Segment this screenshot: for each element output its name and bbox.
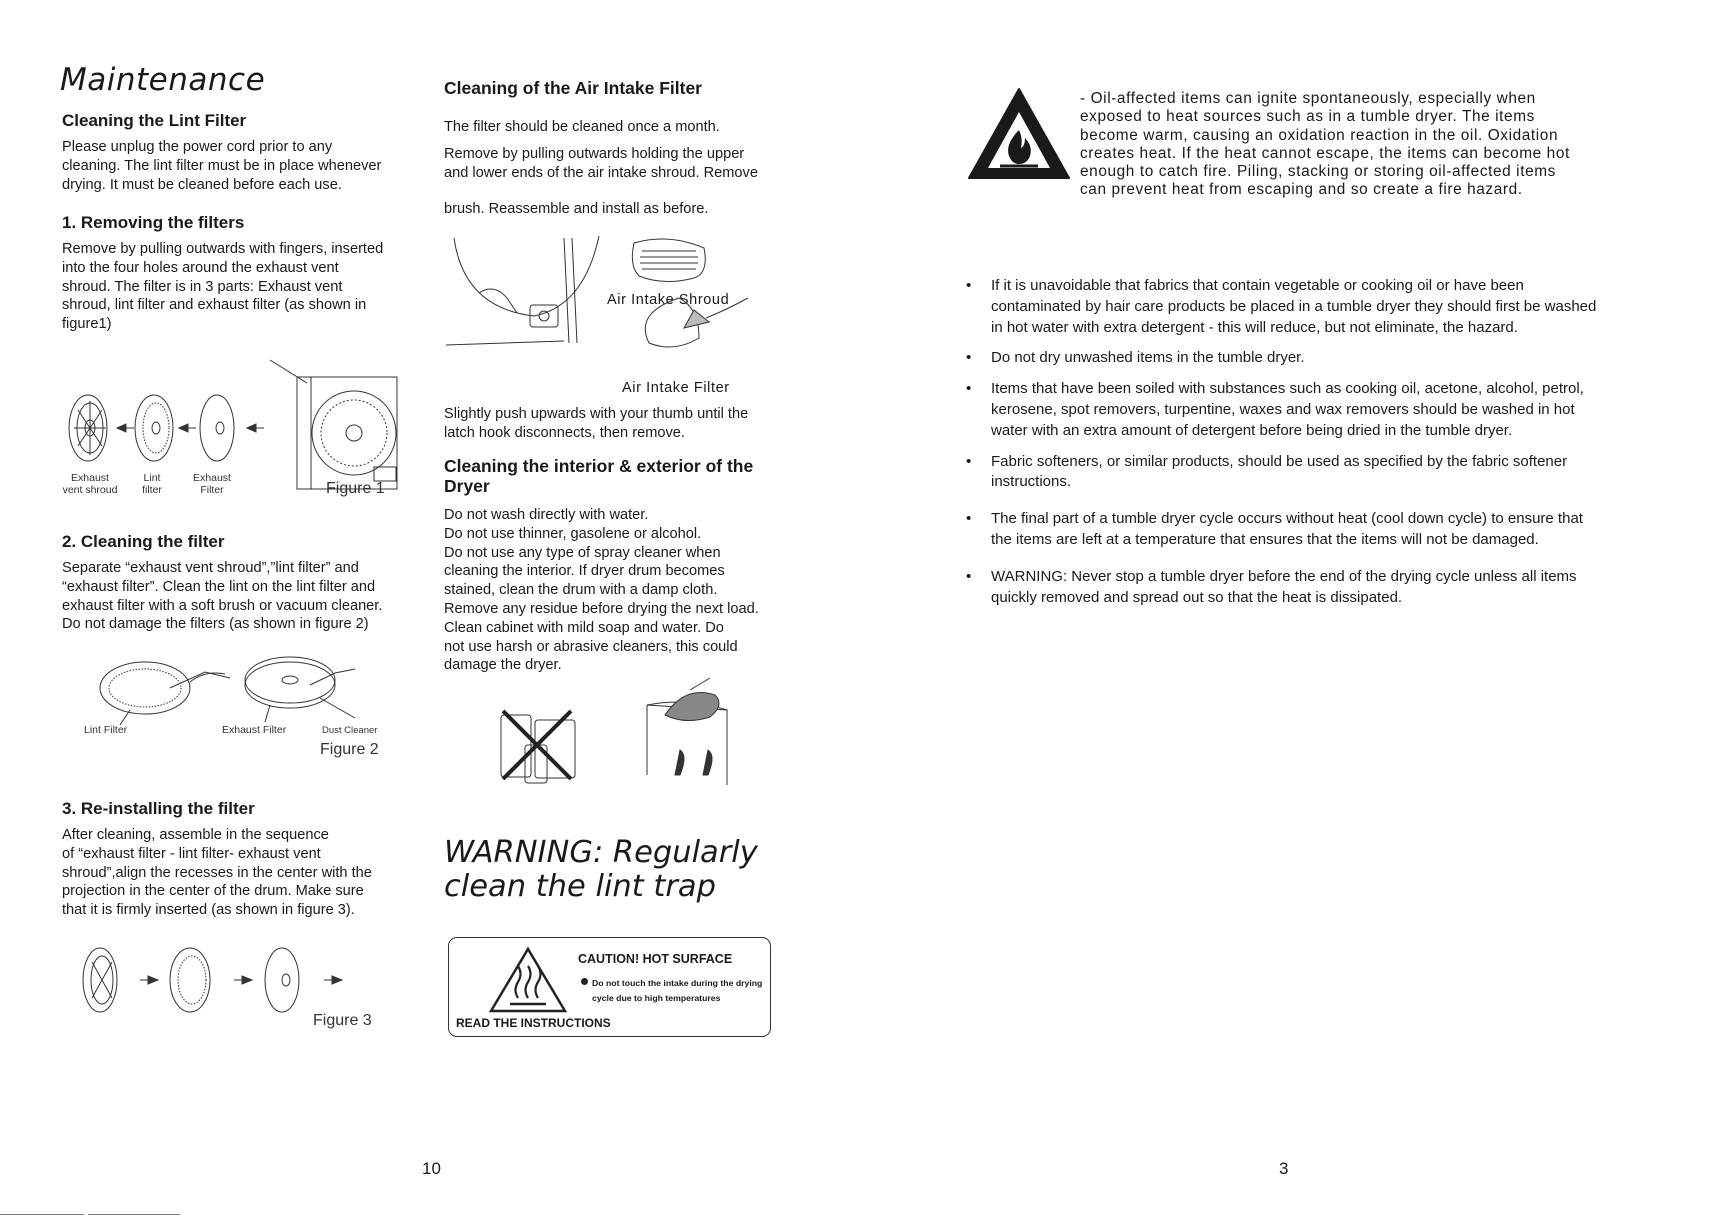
caption-exhaust-vent-shroud: Exhaust vent shroud <box>62 472 118 496</box>
air-intake-text-2: Remove by pulling outwards holding the upper and lower ends of the air intake shroud. Remove <box>444 146 758 181</box>
list-item: • WARNING: Never stop a tumble dryer before the end of the drying cycle unless all items quickly removed and spread out so that the heat is dissipated. <box>966 567 1606 609</box>
air-intake-heading: Cleaning of the Air Intake Filter <box>444 78 702 98</box>
caption-lint-filter-2: Lint Filter <box>84 724 128 736</box>
lint-filter-heading: Cleaning the Lint Filter <box>62 111 247 130</box>
caption-air-intake-filter: Air Intake Filter <box>622 380 730 396</box>
hot-surface-warning-icon <box>488 946 568 1014</box>
bottom-rule <box>88 1214 180 1215</box>
warning-lint-trap: WARNING: Regularly clean the lint trap <box>444 835 758 904</box>
removing-filters-heading: 1. Removing the filters <box>62 213 245 232</box>
page-number-right: 3 <box>1279 1159 1289 1178</box>
page-title: Maintenance <box>60 62 266 98</box>
cleaning-illustration <box>495 675 745 785</box>
removing-filters-text: Remove by pulling outwards with fingers, inserted into the four holes around the exhaust vent shroud. The filter is in 3 parts: Exhaust vent shroud, lint filter and exhaust filter (as shown in figure1) <box>62 241 384 333</box>
figure-1-label: Figure 1 <box>326 480 385 497</box>
caution-text: Do not touch the intake during the drying cycle due to high temperatures <box>592 978 763 1003</box>
list-item: • If it is unavoidable that fabrics that contain vegetable or cooking oil or have been contaminated by hair care products be placed in a tumble dryer they should first be washed in hot water with extra detergent - this will reduce, but not eliminate, the hazard. <box>966 276 1606 338</box>
caption-air-intake-shroud: Air Intake Shroud <box>607 292 730 308</box>
oil-warning-text: - Oil-affected items can ignite spontaneously, especially when exposed to heat sources such as in a tumble dryer. The items become warm, causing an oxidation reaction in the oil. Oxidation creates heat. If the heat cannot escape, the items can become hot enough to catch fire. Piling, stacking or storing oil-affected items can prevent heat from escaping and so create a fire hazard. <box>1080 90 1570 199</box>
figure-2-label: Figure 2 <box>320 741 379 758</box>
reinstalling-heading: 3. Re-installing the filter <box>62 799 255 818</box>
list-item: • Do not dry unwashed items in the tumble dryer. <box>966 348 1606 369</box>
figure-2-illustration <box>90 650 400 730</box>
air-intake-illustration <box>444 233 764 393</box>
air-intake-text-4: Slightly push upwards with your thumb until the latch hook disconnects, then remove. <box>444 406 749 441</box>
air-intake-text-1: The filter should be cleaned once a month. <box>444 119 720 135</box>
list-item: • The final part of a tumble dryer cycle occurs without heat (cool down cycle) to ensure that the items are left at a temperature that ensures that the items will not be damaged. <box>966 509 1606 551</box>
fire-warning-icon <box>966 86 1072 182</box>
page-number-left: 10 <box>422 1159 441 1178</box>
cleaning-filter-text: Separate “exhaust vent shroud”,”lint filter” and “exhaust filter”. Clean the lint on the lint filter and exhaust filter with a soft brush or vacuum cleaner. Do not damage the filters (as shown in figure 2) <box>62 560 383 633</box>
figure-3-label: Figure 3 <box>313 1012 372 1029</box>
lint-filter-text: Please unplug the power cord prior to any cleaning. The lint filter must be in place whenever drying. It must be cleaned before each use. <box>62 139 382 193</box>
figure-3-illustration <box>80 940 360 1020</box>
list-item: • Items that have been soiled with substances such as cooking oil, acetone, alcohol, petrol, kerosene, spot removers, turpentine, waxes and wax removers should be washed in hot water with an extra amount of detergent before being dried in the tumble dryer. <box>966 379 1606 441</box>
caution-title: CAUTION! HOT SURFACE <box>578 952 733 966</box>
interior-text: Do not wash directly with water. Do not use thinner, gasolene or alcohol. Do not use any type of spray cleaner when cleaning the interior. If dryer drum becomes stained, clean the drum with a damp cloth. Remove any residue before drying the next load. Clean cabinet with mild soap and water. Do not use harsh or abrasive cleaners, this could damage the dryer. <box>444 507 759 674</box>
reinstalling-text: After cleaning, assemble in the sequence of “exhaust filter - lint filter- exhaust vent shroud”,align the recesses in the center with the projection in the center of the drum. Make sure that it is firmly inserted (as shown in figure 3). <box>62 827 372 919</box>
caption-lint-filter: Lint filter <box>142 472 162 496</box>
caption-dust-cleaner: Dust Cleaner <box>322 725 378 736</box>
read-instructions: READ THE INSTRUCTIONS <box>456 1016 611 1030</box>
cleaning-filter-heading: 2. Cleaning the filter <box>62 532 225 551</box>
caption-exhaust-filter: Exhaust Filter <box>193 472 231 496</box>
caption-exhaust-filter-2: Exhaust Filter <box>222 724 287 736</box>
safety-list <box>966 276 1606 608</box>
bottom-rule <box>0 1214 84 1215</box>
air-intake-text-3: brush. Reassemble and install as before. <box>444 201 709 217</box>
caution-bullet <box>581 978 588 985</box>
interior-heading: Cleaning the interior & exterior of the Dryer <box>444 456 754 496</box>
list-item: • Fabric softeners, or similar products, should be used as specified by the fabric softener instructions. <box>966 452 1606 494</box>
